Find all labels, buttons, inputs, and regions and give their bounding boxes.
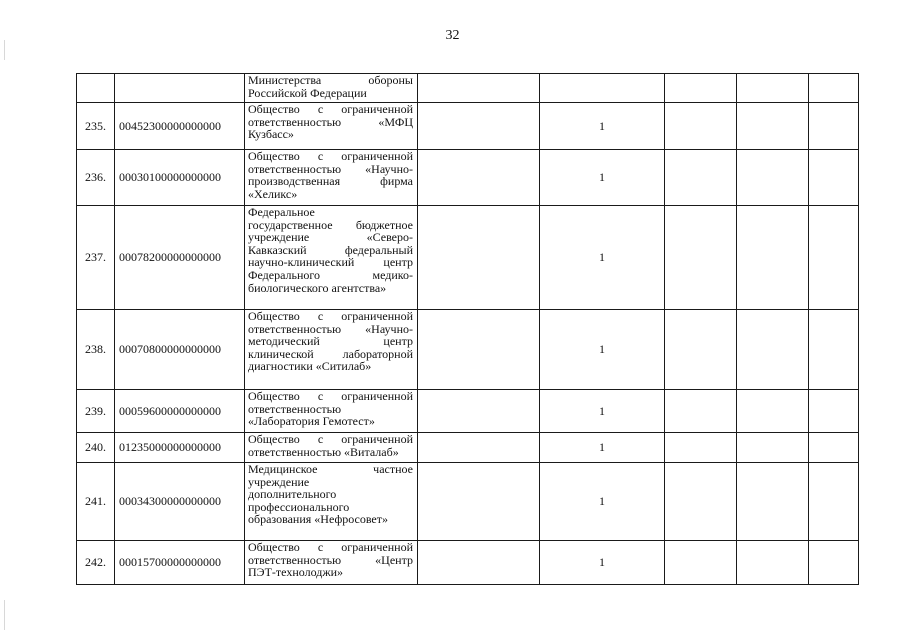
organization-name-line: Медицинское частное xyxy=(248,462,413,476)
empty-cell xyxy=(809,150,859,206)
organization-name-line: ответственностью «Центр xyxy=(248,552,413,567)
registry-code: 00030100000000000 xyxy=(115,150,245,206)
empty-cell xyxy=(809,433,859,463)
organization-name-line: государственное бюджетное xyxy=(248,217,413,232)
empty-cell xyxy=(809,103,859,150)
organization-name-line: образования «Нефросовет» xyxy=(248,512,389,527)
organization-name-line: ответственностью «Виталаб» xyxy=(248,444,399,459)
empty-cell xyxy=(665,463,737,541)
organization-name-line: ответственностью «Научно- xyxy=(248,321,413,336)
organization-name-line: Общество с ограниченной xyxy=(248,102,413,116)
organization-name-line: «Лаборатория Гемотест» xyxy=(248,414,375,429)
empty-cell xyxy=(418,310,540,390)
empty-cell xyxy=(418,463,540,541)
empty-cell xyxy=(737,310,809,390)
empty-cell xyxy=(809,310,859,390)
empty-cell xyxy=(418,103,540,150)
quantity-cell: 1 xyxy=(540,433,665,463)
organization-name-line: Министерства обороны xyxy=(248,73,413,87)
quantity-cell: 1 xyxy=(540,103,665,150)
organization-name-line: Кавказский федеральный xyxy=(248,242,413,257)
registry-code: 00078200000000000 xyxy=(115,206,245,310)
organization-name-line: ПЭТ-технолоджи» xyxy=(248,565,344,580)
organization-name-line: учреждение «Северо- xyxy=(248,230,413,245)
table-row xyxy=(77,310,859,390)
empty-cell xyxy=(418,541,540,585)
empty-cell xyxy=(665,74,737,103)
empty-cell xyxy=(737,206,809,310)
quantity-cell: 1 xyxy=(540,150,665,206)
organization-name-line: Кузбасс» xyxy=(248,127,294,142)
empty-cell xyxy=(418,74,540,103)
row-number: 237. xyxy=(77,206,115,310)
organization-name-line: ответственностью xyxy=(248,401,342,416)
organization-name xyxy=(245,310,418,390)
empty-cell xyxy=(737,390,809,433)
scan-edge-mark xyxy=(4,40,5,60)
row-number xyxy=(77,74,115,103)
organization-name xyxy=(245,206,418,310)
organization-name-line: клинической лабораторной xyxy=(248,346,413,361)
empty-cell xyxy=(809,463,859,541)
organization-name-line: Федерального медико- xyxy=(248,267,413,282)
organization-name-line: учреждение xyxy=(248,474,310,489)
registry-code xyxy=(115,74,245,103)
empty-cell xyxy=(737,433,809,463)
registry-code: 00015700000000000 xyxy=(115,541,245,585)
organization-name-line: Общество с ограниченной xyxy=(248,389,413,403)
empty-cell xyxy=(665,433,737,463)
row-number: 239. xyxy=(77,390,115,433)
registry-code: 00070800000000000 xyxy=(115,310,245,390)
organization-name-line: «Хеликс» xyxy=(248,186,298,201)
quantity-cell xyxy=(540,74,665,103)
empty-cell xyxy=(665,206,737,310)
registry-code: 00452300000000000 xyxy=(115,103,245,150)
organization-name-line: Федеральное xyxy=(248,205,315,219)
organization-name-line: ответственностью «МФЦ xyxy=(248,114,413,129)
empty-cell xyxy=(737,150,809,206)
organization-name-line: Общество с ограниченной xyxy=(248,540,413,554)
organization-name xyxy=(245,433,418,463)
quantity-cell: 1 xyxy=(540,390,665,433)
empty-cell xyxy=(665,390,737,433)
empty-cell xyxy=(737,74,809,103)
organization-name xyxy=(245,463,418,541)
organization-name-line: диагностики «Ситилаб» xyxy=(248,359,372,374)
table-row xyxy=(77,74,859,103)
organization-name xyxy=(245,390,418,433)
empty-cell xyxy=(737,103,809,150)
quantity-cell: 1 xyxy=(540,541,665,585)
organization-name-line: Общество с ограниченной xyxy=(248,149,413,163)
empty-cell xyxy=(418,390,540,433)
row-number: 242. xyxy=(77,541,115,585)
registry-table-container xyxy=(76,73,859,585)
quantity-cell: 1 xyxy=(540,310,665,390)
organization-name-line: Общество с ограниченной xyxy=(248,309,413,323)
organization-name-line: методический центр xyxy=(248,334,413,349)
organization-name-line: производственная фирма xyxy=(248,174,413,189)
table-body xyxy=(77,74,859,585)
quantity-cell: 1 xyxy=(540,463,665,541)
empty-cell xyxy=(418,150,540,206)
organization-name-line: ответственностью «Научно- xyxy=(248,161,413,176)
empty-cell xyxy=(809,206,859,310)
row-number: 238. xyxy=(77,310,115,390)
organization-name-line: научно-клинический центр xyxy=(248,255,413,270)
organization-name-line: Общество с ограниченной xyxy=(248,432,413,446)
empty-cell xyxy=(418,206,540,310)
quantity-cell: 1 xyxy=(540,206,665,310)
organization-name xyxy=(245,150,418,206)
empty-cell xyxy=(809,541,859,585)
row-number: 235. xyxy=(77,103,115,150)
empty-cell xyxy=(665,310,737,390)
scan-edge-mark xyxy=(4,600,5,630)
organization-name-line: профессионального xyxy=(248,499,350,514)
registry-code: 00059600000000000 xyxy=(115,390,245,433)
row-number: 236. xyxy=(77,150,115,206)
empty-cell xyxy=(737,541,809,585)
table-row xyxy=(77,541,859,585)
row-number: 240. xyxy=(77,433,115,463)
organization-name-line: дополнительного xyxy=(248,487,337,502)
empty-cell xyxy=(665,541,737,585)
table-row xyxy=(77,433,859,463)
table-row xyxy=(77,463,859,541)
organization-name xyxy=(245,541,418,585)
organization-name-line: биологического агентства» xyxy=(248,280,387,295)
organization-name xyxy=(245,74,418,103)
registry-code: 00034300000000000 xyxy=(115,463,245,541)
empty-cell xyxy=(665,150,737,206)
empty-cell xyxy=(418,433,540,463)
page-number: 32 xyxy=(445,28,460,43)
table-row xyxy=(77,206,859,310)
organization-name xyxy=(245,103,418,150)
registry-code: 01235000000000000 xyxy=(115,433,245,463)
table-row xyxy=(77,150,859,206)
row-number: 241. xyxy=(77,463,115,541)
empty-cell xyxy=(809,74,859,103)
empty-cell xyxy=(737,463,809,541)
empty-cell xyxy=(665,103,737,150)
registry-table xyxy=(76,73,859,585)
table-row xyxy=(77,103,859,150)
organization-name-line: Российской Федерации xyxy=(248,85,367,100)
table-row xyxy=(77,390,859,433)
empty-cell xyxy=(809,390,859,433)
